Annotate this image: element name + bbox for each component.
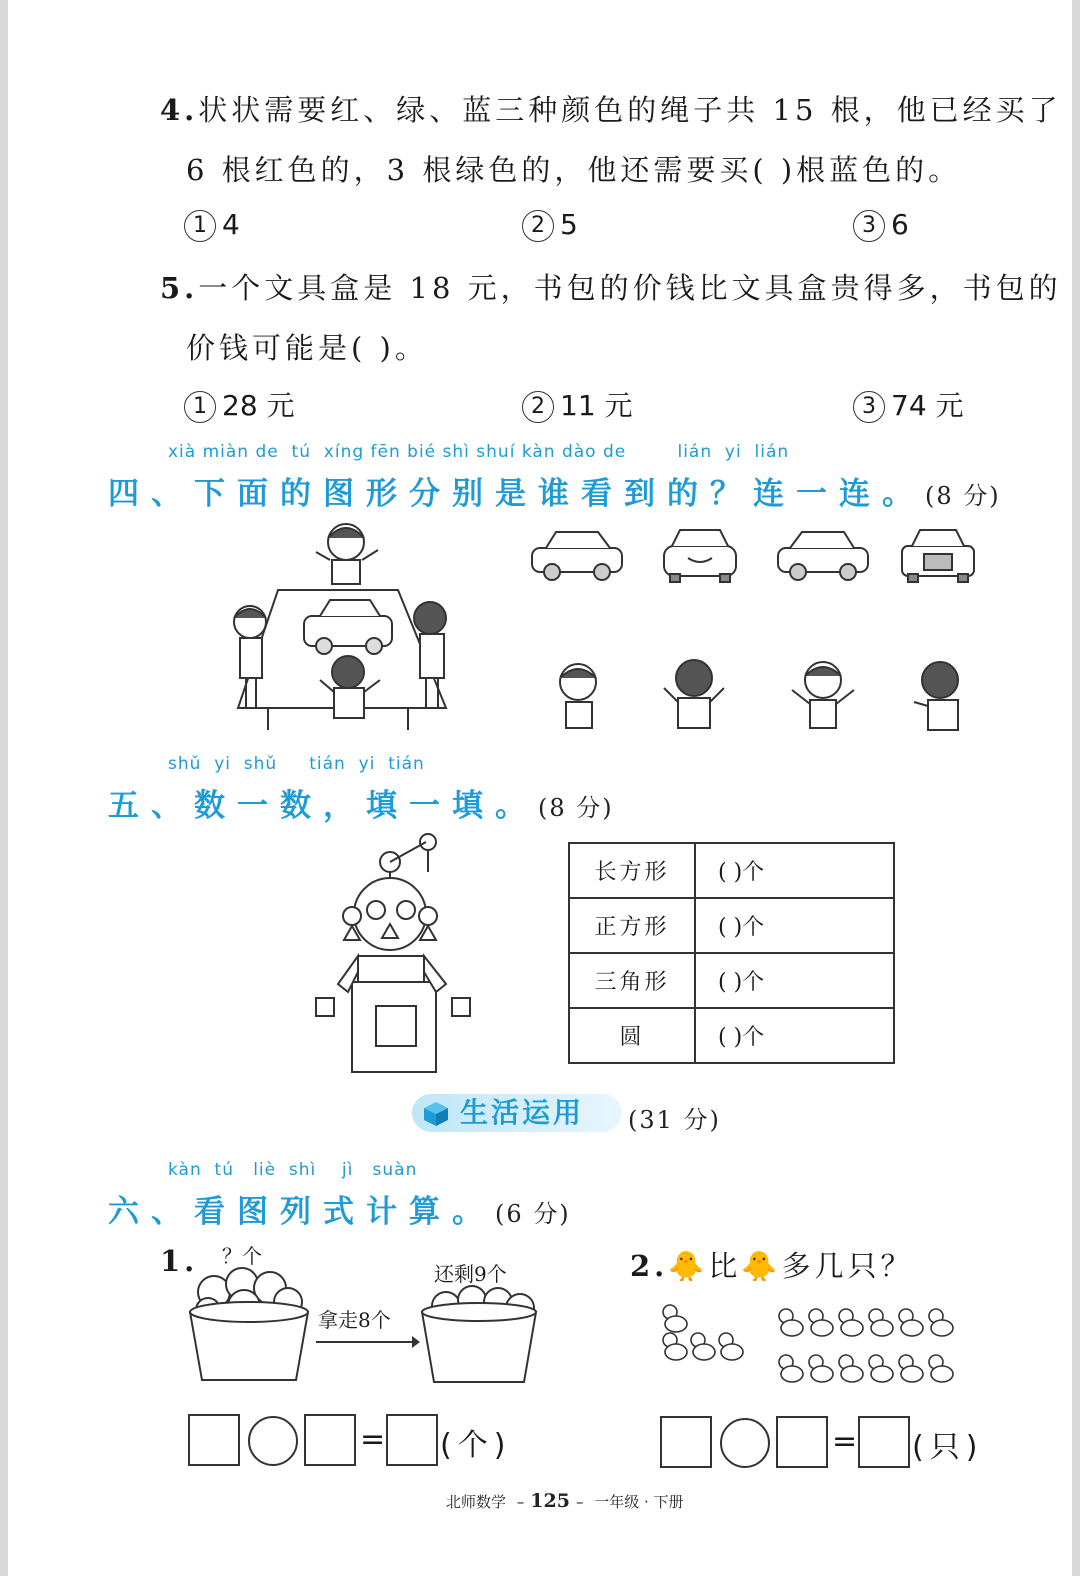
- p2-answer-box-3[interactable]: [858, 1416, 910, 1468]
- p1-number-text: 1.: [160, 1244, 199, 1278]
- q5-line2: 价钱可能是( )。: [186, 331, 428, 365]
- p1-answer-box-1[interactable]: [188, 1414, 240, 1466]
- option-text: 28 元: [222, 389, 295, 422]
- section5-score: (8 分): [538, 794, 614, 822]
- duckling-icon: 🐥: [668, 1249, 709, 1283]
- basket-remaining-icon: [416, 1284, 542, 1388]
- car-side-view-right-icon: [772, 524, 872, 586]
- option-mark: 3: [853, 391, 885, 423]
- robot-shapes-figure: [304, 832, 484, 1076]
- section5-title: [108, 780, 614, 825]
- q5-option-1[interactable]: [184, 384, 295, 424]
- section6-pinyin: kàn tú liè shì jì suàn: [168, 1160, 418, 1180]
- p2-answer-box-2[interactable]: [776, 1416, 828, 1468]
- ducklings-group-illustration: [656, 1300, 956, 1392]
- section6-title: [108, 1186, 571, 1231]
- p1-remain-label: 还剩9个: [434, 1262, 507, 1286]
- life-badge-score: (31 分): [628, 1106, 721, 1134]
- p1-question-label: ？个: [222, 1244, 262, 1268]
- duckling-icon: 🐥: [741, 1249, 782, 1283]
- q4-text1: 状状需要红、绿、蓝三种颜色的绳子共 15 根，他已经买了: [198, 93, 1062, 127]
- life-application-badge: [412, 1094, 622, 1132]
- option-text: 11 元: [560, 389, 633, 422]
- p2-answer-box-1[interactable]: [660, 1416, 712, 1468]
- section4-pinyin: xià miàn de tú xíng fēn bié shì shuí kàn dào de lián yi lián: [168, 442, 790, 462]
- section4-title-text: 四、下面的图形分别是谁看到的？连一连。: [108, 476, 925, 512]
- girl-back-icon: [656, 652, 732, 732]
- shape-name: 长方形: [569, 843, 695, 898]
- p2-number: 2.: [630, 1249, 669, 1283]
- option-text: 4: [222, 208, 240, 241]
- cube-icon: [422, 1100, 450, 1128]
- section6-score: (6 分): [495, 1200, 571, 1228]
- answer-blank[interactable]: ( )个: [695, 1008, 894, 1063]
- section6-title-text: 六、看图列式计算。: [108, 1194, 495, 1230]
- q4-line2: 6 根红色的，3 根绿色的，他还需要买( )根蓝色的。: [186, 153, 962, 187]
- option-mark: 1: [184, 391, 216, 423]
- q5-text1: 一个文具盒是 18 元，书包的价钱比文具盒贵得多，书包的: [198, 271, 1062, 305]
- footer-book: 北师数学: [446, 1493, 507, 1511]
- p1-operator-circle[interactable]: [248, 1416, 298, 1466]
- q5-line1: [160, 266, 1062, 307]
- section5-title-text: 五、数一数，填一填。: [108, 788, 538, 824]
- p2-question-tail: 多几只？: [781, 1249, 914, 1283]
- shape-name: 正方形: [569, 898, 695, 953]
- basket-full-icon: [184, 1262, 314, 1386]
- boy-side-icon: [906, 656, 972, 734]
- answer-blank[interactable]: ( )个: [695, 898, 894, 953]
- table-row: [569, 843, 894, 898]
- q5-option-2[interactable]: [522, 384, 633, 424]
- section4-title: [108, 468, 1001, 513]
- badge-label: 生活运用: [460, 1096, 585, 1129]
- p2-question: [630, 1244, 914, 1285]
- option-text: 5: [560, 208, 578, 241]
- footer: 北师数学 – 125 – 一年级 · 下册: [446, 1490, 684, 1512]
- table-row: [569, 953, 894, 1008]
- p2-compare-word: 比: [708, 1249, 742, 1283]
- p2-operator-circle[interactable]: [720, 1418, 770, 1468]
- option-mark: 2: [522, 210, 554, 242]
- option-mark: 2: [522, 391, 554, 423]
- boy-front-icon: [780, 652, 866, 732]
- q4-option-2[interactable]: [522, 208, 578, 242]
- p1-take-label: 拿走8个: [318, 1308, 391, 1332]
- shape-count-table: [568, 842, 895, 1064]
- answer-blank[interactable]: ( )个: [695, 843, 894, 898]
- p1-unit: (个): [440, 1428, 512, 1463]
- option-text: 74 元: [891, 389, 964, 422]
- option-mark: 3: [853, 210, 885, 242]
- worksheet-page: [8, 0, 1072, 1576]
- table-row: [569, 1008, 894, 1063]
- table-row: [569, 898, 894, 953]
- children-around-table-illustration: [208, 512, 468, 734]
- p1-answer-box-2[interactable]: [304, 1414, 356, 1466]
- section5-pinyin: shǔ yi shǔ tián yi tián: [168, 754, 425, 774]
- car-back-view-icon: [898, 524, 978, 586]
- page-number: 125: [530, 1490, 570, 1512]
- q4-number: 4.: [160, 93, 199, 127]
- car-side-view-left-icon: [528, 524, 628, 586]
- p2-unit: (只): [912, 1430, 984, 1465]
- option-mark: 1: [184, 210, 216, 242]
- p1-equals: =: [360, 1422, 386, 1457]
- p2-equals: =: [832, 1424, 858, 1459]
- footer-grade: 一年级 · 下册: [594, 1493, 684, 1511]
- q4-option-1[interactable]: [184, 208, 240, 242]
- q4-option-3[interactable]: [853, 208, 909, 242]
- shape-name: 三角形: [569, 953, 695, 1008]
- shape-name: 圆: [569, 1008, 695, 1063]
- option-text: 6: [891, 208, 909, 241]
- car-front-view-icon: [660, 524, 740, 586]
- girl-side-icon: [542, 656, 618, 732]
- answer-blank[interactable]: ( )个: [695, 953, 894, 1008]
- q4-line1: [160, 88, 1062, 129]
- section4-score: (8 分): [925, 482, 1001, 510]
- p1-answer-box-3[interactable]: [386, 1414, 438, 1466]
- q5-number: 5.: [160, 271, 199, 305]
- q5-option-3[interactable]: [853, 384, 964, 424]
